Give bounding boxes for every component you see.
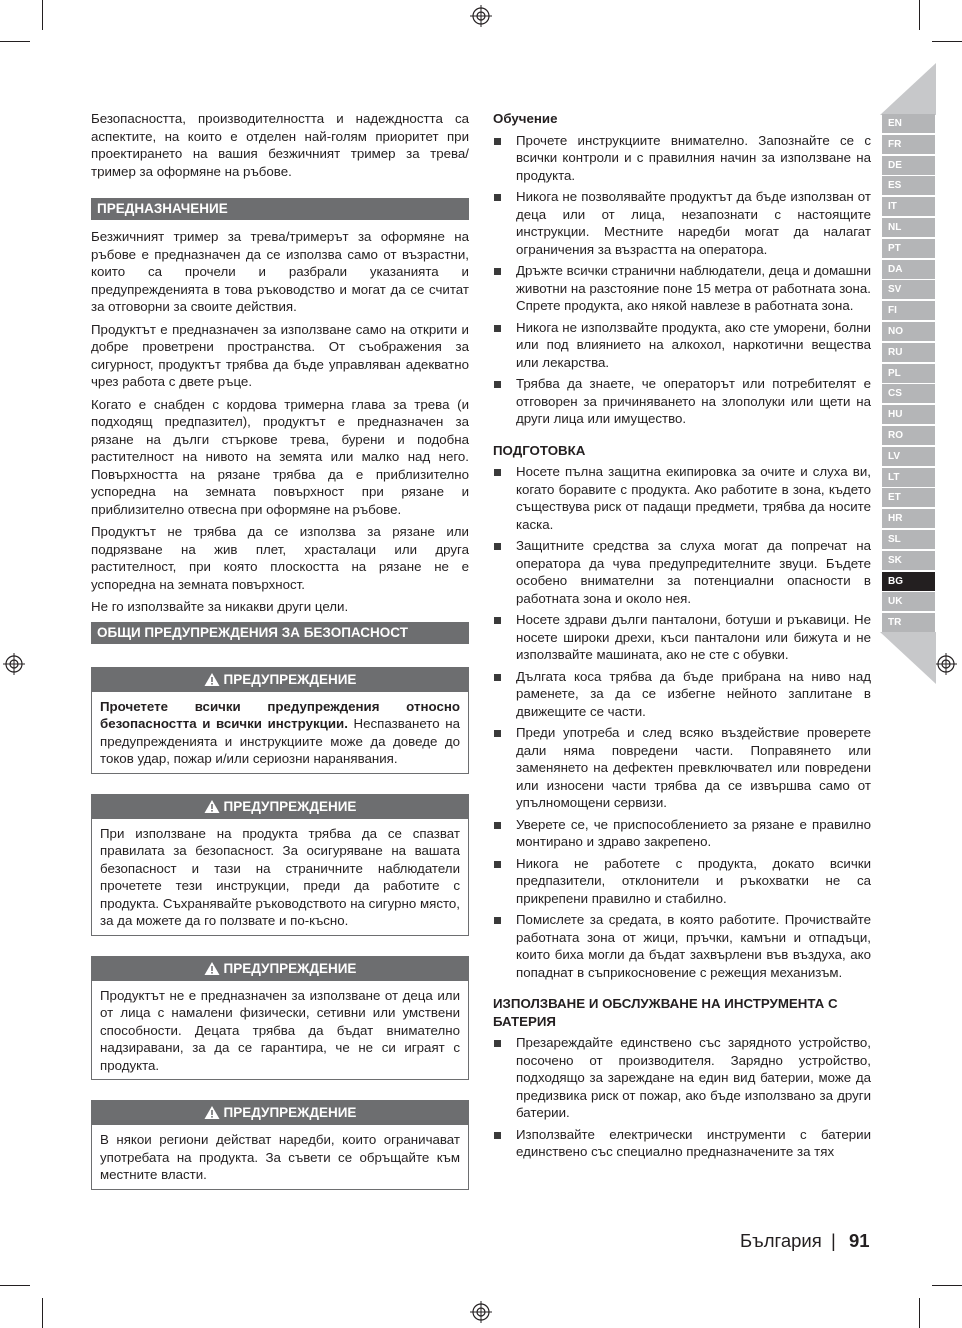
registration-mark-icon	[470, 1301, 492, 1323]
warning-text: Неспазването на предупрежденията и инструкциите може да доведе до токов удар, пожар и/или сериозни наранявания.	[100, 716, 460, 766]
list-item: Прочете инструкциите внимателно. Запознайте се с всички контроли и с правилния начин за използване на продукта.	[493, 132, 871, 185]
warning-label: ПРЕДУПРЕЖДЕНИЕ	[223, 1105, 357, 1120]
warning-header	[92, 957, 468, 981]
footer-country: България	[740, 1230, 822, 1251]
page-number: 91	[849, 1230, 870, 1251]
purpose-paragraph: Продуктът не трябва да се използва за рязане или подрязване на жив плет, храсталаци или друга растителност, при която плоскостта на рязане не е успоредна на земната повърхност.	[91, 524, 469, 592]
language-tab-lt: LT	[882, 468, 935, 487]
language-tab-hu: HU	[882, 405, 935, 424]
warning-bold-text: Прочетете всички предупреждения относно безопасността и всички инструкции.	[100, 698, 460, 731]
registration-mark-icon	[935, 653, 957, 675]
purpose-paragraph: Продуктът е предназначен за използване само на открити и добре проветрени пространства. От съображения за сигурност, продуктът трябва да бъде управляван адекватно чрез работа с двете ръце.	[91, 321, 469, 389]
warning-header	[92, 668, 468, 692]
list-item: Дългата коса трябва да бъде прибрана на ниво над раменете, за да се избегне нейното заплитане в движещите се части.	[493, 668, 871, 721]
footer-separator: |	[831, 1230, 836, 1251]
warning-body: Продуктът не е предназначен за използване от деца или от лица с намалени физически, сетивни или умствени способности. Децата трябва да бъдат внимателно надзиравани, за да се гарантира, че не си играят с продукта.	[100, 987, 460, 1073]
decorative-corner-bottom	[880, 632, 936, 684]
warning-box	[91, 794, 469, 936]
language-tab-no: NO	[882, 322, 935, 341]
language-tab-pl: PL	[882, 364, 935, 383]
language-tab-ru: RU	[882, 343, 935, 362]
language-tab-et: ET	[882, 488, 935, 507]
warning-triangle-icon	[204, 1105, 220, 1120]
list-item: Дръжте всички странични наблюдатели, деца и домашни животни на разстояние поне 15 метра от работната зона. Спрете продукта, ако някой навлезе в работната зона.	[493, 262, 871, 315]
language-tab-cs: CS	[882, 384, 935, 403]
crop-mark	[932, 41, 962, 42]
section-heading-purpose: ПРЕДНАЗНАЧЕНИЕ	[91, 198, 469, 220]
warning-header	[92, 1101, 468, 1125]
language-tab-sv: SV	[882, 280, 935, 299]
purpose-paragraph: Безжичният тример за трева/тримерът за оформяне на ръбове е предназначен да се използва само от възрастни, които са прочели и разбрали указанията и предупрежденията в това ръководство и могат да се считат за отговорни за своите действия.	[91, 229, 469, 314]
warning-body: В някои региони действат наредби, които ограничават употребата на продукта. За съвети се обръщайте към местните власти.	[100, 1132, 460, 1182]
warning-triangle-icon	[204, 799, 220, 814]
crop-mark	[0, 1285, 30, 1286]
list-item: Помислете за средата, в която работите. Прочиствайте работната зона от жици, пръчки, камъни и отпадъци, които биха могли да бъдат захвърлени във въздуха, ако попаднат в съприкосновение с режещия механизъм.	[493, 911, 871, 981]
warning-box	[91, 956, 469, 1081]
preparation-list	[493, 463, 871, 981]
left-column	[91, 110, 469, 1190]
list-item: Защитните средства за слуха могат да попречат на оператора да чува предупредителните звуци. Бъдете особено внимателни за потенциални опасности в работната зона и около нея.	[493, 537, 871, 607]
list-item: Презареждайте единствено със зарядното устройство, посочено от производителя. Зарядно устройство, подходящо за зареждане на един вид батерии, може да предизвика риск от пожар, ако бъде използвано за други батерии.	[493, 1034, 871, 1122]
language-tab-fi: FI	[882, 301, 935, 320]
training-list	[493, 132, 871, 428]
language-tab-bg: BG	[882, 572, 935, 591]
warning-box	[91, 1100, 469, 1190]
warning-label: ПРЕДУПРЕЖДЕНИЕ	[223, 960, 357, 976]
language-tab-es: ES	[882, 176, 935, 195]
crop-mark	[42, 0, 43, 30]
language-tab-ro: RO	[882, 426, 935, 445]
battery-heading: ИЗПОЛЗВАНЕ И ОБСЛУЖВАНЕ НА ИНСТРУМЕНТА С БАТЕРИЯ	[493, 996, 838, 1029]
language-tab-hr: HR	[882, 509, 935, 528]
language-tab-de: DE	[882, 156, 935, 175]
language-tabs	[882, 114, 935, 634]
purpose-paragraph: Не го използвайте за никакви други цели.	[91, 599, 349, 614]
language-tab-sk: SK	[882, 551, 935, 570]
training-heading: Обучение	[493, 111, 558, 126]
list-item: Преди употреба и след всяко въздействие проверете дали няма повредени части. Поправянето или заменянето на дефектен превключвател или повредени или износени части трябва да се извършва само от упълномощени сервизи.	[493, 724, 871, 812]
warning-header	[92, 795, 468, 819]
list-item: Използвайте електрически инструменти с батерии единствено със специално предназначените за тях	[493, 1126, 871, 1161]
list-item: Трябва да знаете, че операторът или потребителят е отговорен за причиняването на злополуки или щети на други лица или имущество.	[493, 375, 871, 428]
list-item: Никога не позволявайте продуктът да бъде използван от деца или от лица, незапознати с настоящите инструкции. Местните наредби могат да налагат ограничения за възрастта на оператора.	[493, 188, 871, 258]
warning-triangle-icon	[204, 961, 220, 976]
crop-mark	[919, 1298, 920, 1328]
language-tab-sl: SL	[882, 530, 935, 549]
crop-mark	[919, 0, 920, 30]
list-item: Уверете се, че приспособлението за рязане е правилно монтирано и здраво закрепено.	[493, 816, 871, 851]
intro-paragraph: Безопасността, производителността и надеждността са аспектите, на които е отделен най-голям приоритет при проектирането на вашия безжичният тример за трева/тример за оформяне на ръбове.	[91, 111, 469, 179]
language-tab-it: IT	[882, 197, 935, 216]
page-footer	[735, 1230, 875, 1254]
language-tab-en: EN	[882, 114, 935, 133]
warning-box	[91, 667, 469, 774]
language-tab-pt: PT	[882, 239, 935, 258]
preparation-heading: ПОДГОТОВКА	[493, 442, 586, 458]
crop-mark	[0, 41, 30, 42]
list-item: Носете здрави дълги панталони, ботуши и ръкавици. Не носете широки дрехи, къси панталони или бижута и не използвайте машината, ако не сте с обувки.	[493, 611, 871, 664]
language-tab-tr: TR	[882, 613, 935, 632]
warning-body	[92, 692, 468, 773]
warning-triangle-icon	[204, 672, 220, 687]
warning-label: ПРЕДУПРЕЖДЕНИЕ	[223, 798, 357, 814]
purpose-paragraph: Когато е снабден с кордова тримерна глава за трева (и подходящ предпазител), продуктът е предназначен за рязане на дълги стъркове трева, бурени и подобна растителност на нивото на земята или малко над него. Повърхността на рязане трябва да е приблизително успоредна на земната повърхност при рязане и приблизително отвесна при оформяне на ръбове.	[91, 396, 469, 517]
language-tab-fr: FR	[882, 135, 935, 154]
decorative-corner-top	[880, 63, 936, 115]
language-tab-nl: NL	[882, 218, 935, 237]
language-tab-da: DA	[882, 260, 935, 279]
list-item: Никога не използвайте продукта, ако сте уморени, болни или под влиянието на алкохол, наркотични вещества или лекарства.	[493, 319, 871, 372]
registration-mark-icon	[3, 653, 25, 675]
registration-mark-icon	[470, 5, 492, 27]
language-tab-uk: UK	[882, 592, 935, 611]
list-item: Никога не работете с продукта, докато всички предпазители, отклонители и ръкохватки не са прикрепени правилно и стабилно.	[493, 855, 871, 908]
crop-mark	[42, 1298, 43, 1328]
section-heading-safety: ОБЩИ ПРЕДУПРЕЖДЕНИЯ ЗА БЕЗОПАСНОСТ	[91, 622, 469, 644]
battery-list	[493, 1034, 871, 1161]
warning-body: При използване на продукта трябва да се спазват правилата за безопасност. За осигуряване на вашата безопасност и тази на страничните наблюдатели прочетете тези инструкции, преди да работите с продукта. Съхранявайте ръководството на сигурно място, за да можете да го ползвате и по-късно.	[100, 825, 460, 928]
crop-mark	[932, 1285, 962, 1286]
warning-label: ПРЕДУПРЕЖДЕНИЕ	[223, 671, 357, 687]
language-tab-lv: LV	[882, 447, 935, 466]
right-column	[493, 110, 871, 1165]
list-item: Носете пълна защитна екипировка за очите и слуха ви, когато боравите с продукта. Ако работите в зона, където съществува риск от падащи предмети, трябва да носите каска.	[493, 463, 871, 533]
